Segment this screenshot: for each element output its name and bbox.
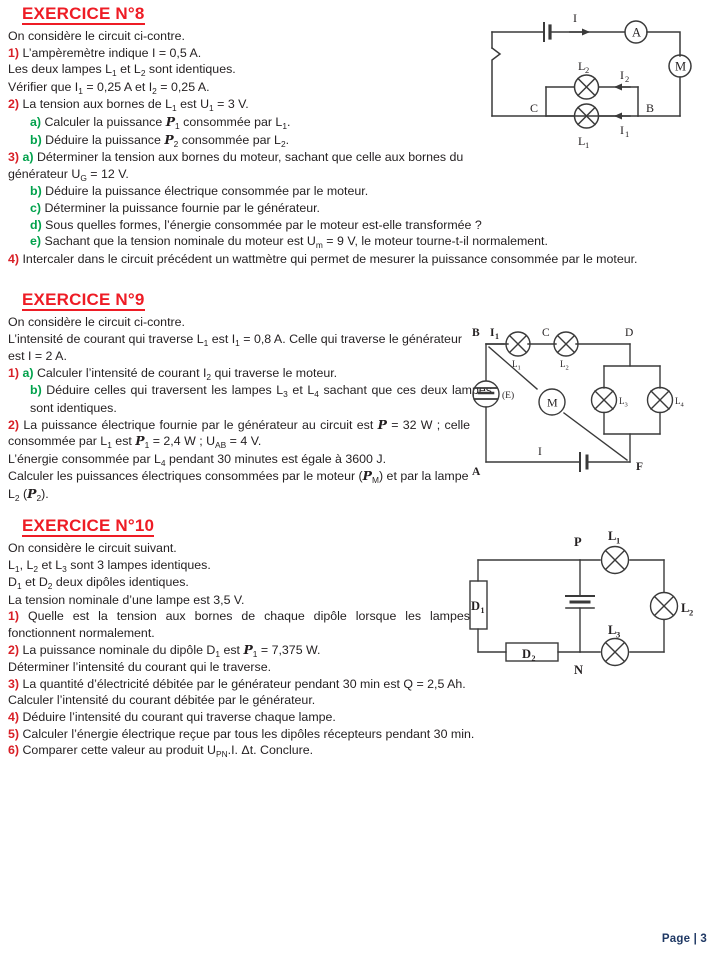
ex9-text-3: Déduire celles qui traversent les lampes $L_3$ et $L_4$ sachant que ces deux lampes sont identiques. [30,383,492,415]
circuit1-label-current1: I [620,123,624,137]
circuit2-label-lamp1: L [512,359,518,369]
ex8-text-1: L’ampèremètre indique I = 0,5 A. [22,45,202,60]
circuit1-label-node-b: B [646,101,655,115]
marker-3a: a) [22,150,34,165]
ex8-line-7 [8,149,470,183]
ex10-line-0 [8,540,470,557]
ex10-text-10: Calculer l’énergie électrique reçue par tous les dipôles récepteurs pendant 30 min. [22,726,475,741]
ex8-text-12: Intercaler dans le circuit précédent un wattmètre qui permet de mesurer la puissance consommée par le moteur. [22,251,638,266]
ex10-text-0: On considère le circuit suivant. [8,541,177,556]
circuit2-label-lamp2-sub: 2 [565,364,569,372]
circuit3-label-lamp3: L [608,623,617,637]
ex8-line-4 [8,96,470,114]
ex8-line-6 [8,132,492,150]
ex10-line-4 [8,608,470,641]
circuit3-label-dipole2-sub: 2 [531,654,536,663]
ex8-text-0: On considère le circuit ci-contre. [8,29,185,44]
circuit1-label-lamp2-sub: 2 [585,65,590,75]
circuit1-label-lamp1-sub: 1 [585,140,590,150]
marker-3c: c) [30,200,42,215]
ex9-line-1 [8,331,470,365]
circuit1-label-current1-sub: 1 [625,129,630,139]
marker-10-6: 6) [8,743,20,758]
marker-4: 4) [8,251,20,266]
circuit1-label-lamp1: L [578,134,586,148]
marker-10-2: 2) [8,642,20,657]
ex8-line-10 [8,217,719,234]
ex10-line-9 [8,709,708,726]
circuit2-label-current1-sub: 1 [495,332,499,341]
ex8-line-12 [8,251,708,268]
circuit1-label-ammeter: A [632,25,642,40]
circuit3-label-node-n: N [574,663,584,677]
circuit3-label-dipole1: D [471,599,481,613]
ex8-line-1 [8,45,470,62]
ex9-line-5 [8,451,470,469]
ex8-line-2 [8,61,470,79]
ex10-line-10 [8,726,708,743]
ex10-line-7 [8,676,470,693]
ex10-text-3: La tension nominale d’une lampe est 3,5 V. [8,592,245,607]
marker-9-2: 2) [8,417,20,432]
ex10-line-5 [8,642,470,660]
marker-10-3: 3) [8,676,20,691]
ex10-line-2 [8,574,470,592]
ex9-text-4: La puissance électrique fournie par le générateur au circuit est P = 32 W ; celle consommée par $L_1$ est $P_1 = 2,4$ W ; $U_{AB} = 4$ V. [8,416,470,451]
circuit2-label-node-f: F [636,461,644,473]
circuit1-label-current2: I [620,68,624,82]
marker-9-1a: a) [22,365,34,380]
ex8-text-5: Calculer la puissance $P_1$ consommée par $L_1$. [44,114,291,131]
ex8-text-2: Les deux lampes $L_1$ et $L_2$ sont identiques. [8,62,236,79]
ex10-text-8: Calculer l’intensité du courant débitée par le générateur. [8,693,316,708]
circuit3-label-lamp2-sub: 2 [689,607,694,618]
marker-2: 2) [8,97,20,112]
ex9-text-1: L’intensité de courant qui traverse $L_1$ est $I_1 = 0,8$ A. Celle qui traverse le générateur est I = 2 A. [8,331,462,364]
circuit1-label-lamp2: L [578,59,586,73]
circuit1-label-current2-sub: 2 [625,74,630,84]
ex10-text-2: $D_1$ et $D_2$ deux dipôles identiques. [8,575,189,592]
ex8-text-11: Sachant que la tension nominale du moteur est $U_m = 9$ V, le moteur tourne-t-il normalement. [44,234,548,251]
ex8-text-10: Sous quelles formes, l’énergie consommée par le moteur est-elle transformée ? [45,217,482,232]
circuit2-label-current1: I [490,327,495,339]
circuit1-label-current-main: I [573,11,577,25]
ex8-text-4: La tension aux bornes de $L_1$ est $U_1 = 3$ V. [22,97,249,114]
ex10-text-6: Déterminer l’intensité du courant qui le traverse. [8,660,272,675]
figure-circuit-exercice-8 [474,8,714,163]
ex8-text-8: Déduire la puissance électrique consommée par le moteur. [45,184,369,199]
ex9-text-5: L’énergie consommée par $L_4$ pendant 30 minutes est égale à 3600 J. [8,451,387,468]
circuit1-label-motor: M [675,59,687,74]
ex9-line-6 [8,468,470,503]
circuit3-label-lamp3-sub: 3 [616,629,621,640]
circuit3-label-node-p: P [574,535,582,549]
ex10-line-3 [8,592,470,609]
ex10-line-6 [8,659,470,676]
marker-10-4: 4) [8,709,20,724]
ex9-text-0: On considère le circuit ci-contre. [8,315,185,330]
ex9-line-4 [8,417,470,451]
marker-3b: b) [30,184,42,199]
circuit3-label-lamp1: L [608,529,617,543]
ex9-text-6: Calculer les puissances électriques consommées par le moteur $(P_M)$ et par la lampe $L_2$ $(P_2)$. [8,468,469,503]
circuit2-label-node-c: C [542,327,550,339]
page-footer: Page | 3 [661,933,707,945]
circuit3-label-dipole1-sub: 1 [480,606,485,615]
ex9-line-3 [8,382,492,416]
ex10-text-11: Comparer cette valeur au produit $U_{PN}.I$. Δt. Conclure. [22,743,314,760]
circuit3-svg [462,524,714,684]
ex8-line-8 [8,183,492,200]
circuit2-label-node-d: D [625,327,634,339]
figure-circuit-exercice-10 [462,524,714,684]
ex10-text-4: Quelle est la tension aux bornes de chaque dipôle lorsque les lampes fonctionnent normalement. [8,609,470,640]
circuit2-label-motor: M [547,395,558,410]
marker-9-1b: b) [30,383,42,398]
circuit3-label-lamp1-sub: 1 [616,535,621,546]
ex8-line-3 [8,79,470,97]
ex10-line-8 [8,692,470,709]
circuit2-label-generator: (E) [502,391,515,401]
marker-1: 1) [8,45,20,60]
circuit2-svg [470,322,715,480]
ex8-line-9 [8,200,492,217]
marker-10-1: 1) [8,609,20,624]
ex10-text-1: $L_1$, $L_2$ et $L_3$ sont 3 lampes identiques. [8,557,211,574]
marker-3e: e) [30,234,42,249]
ex8-text-3: Vérifier que $I_1 = 0,25$ A et $I_2 = 0,25$ A. [8,79,210,96]
circuit3-label-dipole2: D [522,647,532,661]
circuit3-label-lamp2: L [681,601,690,615]
circuit2-label-lamp3: L [619,396,625,406]
ex8-line-5 [8,114,492,132]
circuit2-label-node-a: A [472,466,481,478]
ex10-line-1 [8,557,470,575]
marker-3d: d) [30,217,42,232]
ex8-line-11 [8,233,719,251]
ex8-text-6: Déduire la puissance $P_2$ consommée par $L_2$. [45,131,290,149]
circuit2-label-lamp4-sub: 4 [680,401,684,409]
exercise-title-8: EXERCICE N°8 [22,4,145,25]
circuit2-label-current-main: I [538,446,542,458]
circuit1-label-node-c: C [530,101,539,115]
circuit2-label-lamp3-sub: 3 [624,401,628,409]
exercise-title-9: EXERCICE N°9 [22,290,145,311]
marker-a: a) [30,115,42,129]
marker-b: b) [30,132,42,147]
marker-10-5: 5) [8,726,20,741]
ex9-line-0 [8,314,470,331]
circuit2-label-lamp2: L [560,359,566,369]
marker-9-1: 1) [8,365,20,380]
circuit2-label-node-b: B [472,327,480,339]
ex10-text-7: La quantité d’électricité débitée par le générateur pendant 30 min est Q = 2,5 Ah. [22,676,466,691]
ex8-text-9: Déterminer la puissance fournie par le générateur. [44,200,320,215]
ex10-text-9: Déduire l’intensité du courant qui traverse chaque lampe. [22,709,336,724]
ex8-text-7: Déterminer la tension aux bornes du moteur, sachant que celle aux bornes du générateur $U_G = 12$ V. [8,150,464,183]
exercise-title-10: EXERCICE N°10 [22,516,154,537]
figure-circuit-exercice-9 [470,322,715,480]
ex10-line-11 [8,742,708,760]
ex9-line-2 [8,365,470,383]
circuit2-label-lamp4: L [675,396,681,406]
ex8-line-intro [8,28,470,45]
ex10-text-5: La puissance nominale du dipôle $D_1$ est $P_1 = 7,375$ W. [22,641,321,659]
marker-3: 3) [8,150,20,165]
circuit1-svg [474,8,714,163]
circuit2-label-lamp1-sub: 1 [517,364,521,372]
ex9-text-2: Calculer l’intensité de courant $I_2$ qui traverse le moteur. [36,365,338,382]
